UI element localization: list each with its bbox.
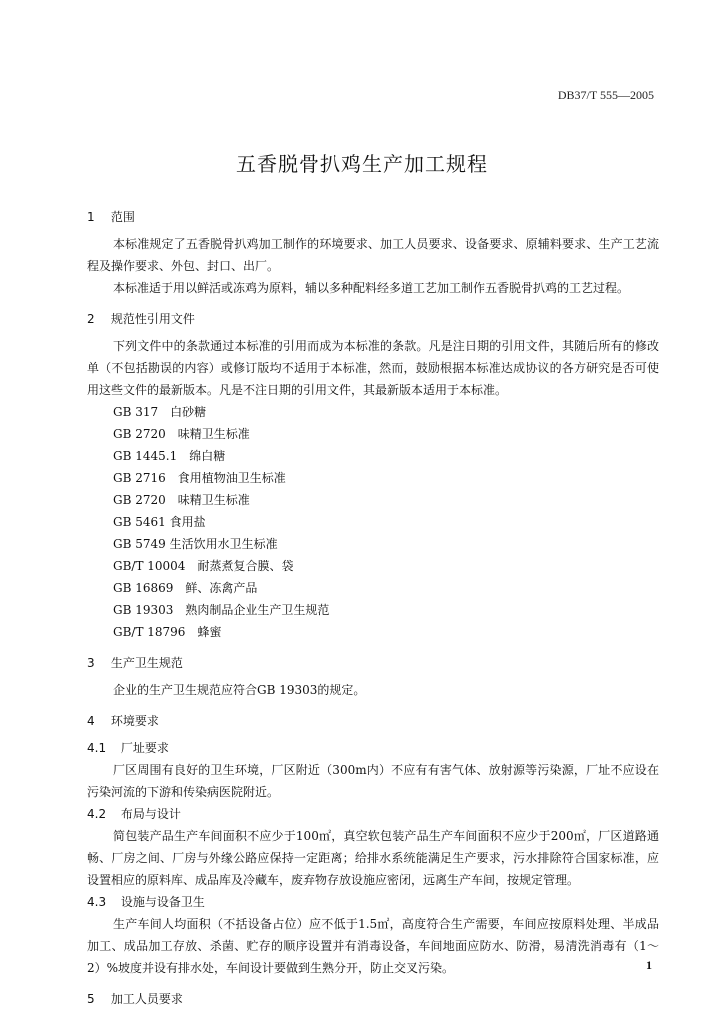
reference-item: GB 2720 味精卫生标准 bbox=[113, 493, 250, 507]
section-title: 范围 bbox=[110, 210, 135, 224]
section-scope bbox=[87, 206, 659, 299]
section-heading bbox=[87, 652, 659, 674]
section-environment bbox=[87, 710, 659, 979]
section-title: 规范性引用文件 bbox=[110, 312, 195, 326]
reference-item: GB 16869 鲜、冻禽产品 bbox=[113, 581, 258, 595]
paragraph: 厂区周围有良好的卫生环境，厂区附近（300m内）不应有有害气体、放射源等污染源，厂址不应设在污染河流的下游和传染病医院附近。 bbox=[87, 763, 659, 799]
section-heading bbox=[87, 988, 659, 1010]
reference-item: GB 2716 食用植物油卫生标准 bbox=[113, 471, 286, 485]
section-title: 加工人员要求 bbox=[110, 992, 183, 1006]
section-title: 环境要求 bbox=[110, 714, 159, 728]
subsection-number: 4.2 bbox=[87, 807, 107, 821]
reference-item: GB/T 18796 蜂蜜 bbox=[113, 625, 222, 639]
page-number: 1 bbox=[646, 958, 652, 972]
reference-item: GB 2720 味精卫生标准 bbox=[113, 427, 250, 441]
standard-code: DB37/T 555—2005 bbox=[557, 88, 654, 102]
reference-item: GB 317 白砂糖 bbox=[113, 405, 207, 419]
section-heading bbox=[87, 710, 659, 732]
section-normative-references bbox=[87, 308, 659, 643]
reference-item: GB 19303 熟肉制品企业生产卫生规范 bbox=[113, 603, 330, 617]
section-number: 4 bbox=[87, 714, 95, 728]
document-body bbox=[87, 206, 659, 1019]
document-title: 五香脱骨扒鸡生产加工规程 bbox=[236, 152, 488, 176]
reference-item: GB 5749 生活饮用水卫生标准 bbox=[113, 537, 278, 551]
reference-list bbox=[87, 401, 659, 643]
subsection-heading bbox=[87, 803, 659, 825]
paragraph: 本标准规定了五香脱骨扒鸡加工制作的环境要求、加工人员要求、设备要求、原辅料要求、生产工艺流程及操作要求、外包、封口、出厂。 bbox=[87, 237, 659, 273]
reference-item: GB/T 10004 耐蒸煮复合膜、袋 bbox=[113, 559, 294, 573]
subsection-title: 布局与设计 bbox=[120, 807, 181, 821]
subsection-number: 4.1 bbox=[87, 741, 107, 755]
subsection-heading bbox=[87, 737, 659, 759]
subsection-number: 4.3 bbox=[87, 895, 107, 909]
section-number: 3 bbox=[87, 656, 95, 670]
paragraph: 企业的生产卫生规范应符合GB 19303的规定。 bbox=[113, 683, 366, 697]
paragraph: 下列文件中的条款通过本标准的引用而成为本标准的条款。凡是注日期的引用文件，其随后所有的修改单（不包括勘误的内容）或修订版均不适用于本标准，然而，鼓励根据本标准达成协议的各方研究是否可使用这些文件的最新版本。凡是不注日期的引用文件，其最新版本适用于本标准。 bbox=[87, 339, 659, 397]
section-personnel bbox=[87, 988, 659, 1010]
subsection-heading bbox=[87, 891, 659, 913]
section-number: 2 bbox=[87, 312, 95, 326]
reference-item: GB 5461 食用盐 bbox=[113, 515, 206, 529]
section-heading bbox=[87, 308, 659, 330]
section-heading bbox=[87, 206, 659, 228]
paragraph: 生产车间人均面积（不括设备占位）应不低于1.5㎡，高度符合生产需要，车间应按原料处理、半成品加工、成品加工存放、杀菌、贮存的顺序设置并有消毒设备，车间地面应防水、防滑，易清洗消毒有（1～2）%坡度并设有排水处，车间设计要做到生熟分开，防止交叉污染。 bbox=[87, 917, 659, 975]
paragraph: 本标准适于用以鲜活或冻鸡为原料，辅以多种配料经多道工艺加工制作五香脱骨扒鸡的工艺过程。 bbox=[113, 281, 630, 295]
subsection-title: 设施与设备卫生 bbox=[120, 895, 205, 909]
section-title: 生产卫生规范 bbox=[110, 656, 183, 670]
paragraph: 简包装产品生产车间面积不应少于100㎡，真空软包装产品生产车间面积不应少于200㎡，厂区道路通畅、厂房之间、厂房与外缘公路应保持一定距离；给排水系统能满足生产要求，污水排除符合国家标准，应设置相应的原料库、成品库及冷藏车，废弃物存放设施应密闭，远离生产车间，按规定管理。 bbox=[87, 829, 659, 887]
section-production-hygiene bbox=[87, 652, 659, 701]
subsection-title: 厂址要求 bbox=[120, 741, 169, 755]
section-number: 5 bbox=[87, 992, 95, 1006]
section-number: 1 bbox=[87, 210, 95, 224]
reference-item: GB 1445.1 绵白糖 bbox=[113, 449, 226, 463]
